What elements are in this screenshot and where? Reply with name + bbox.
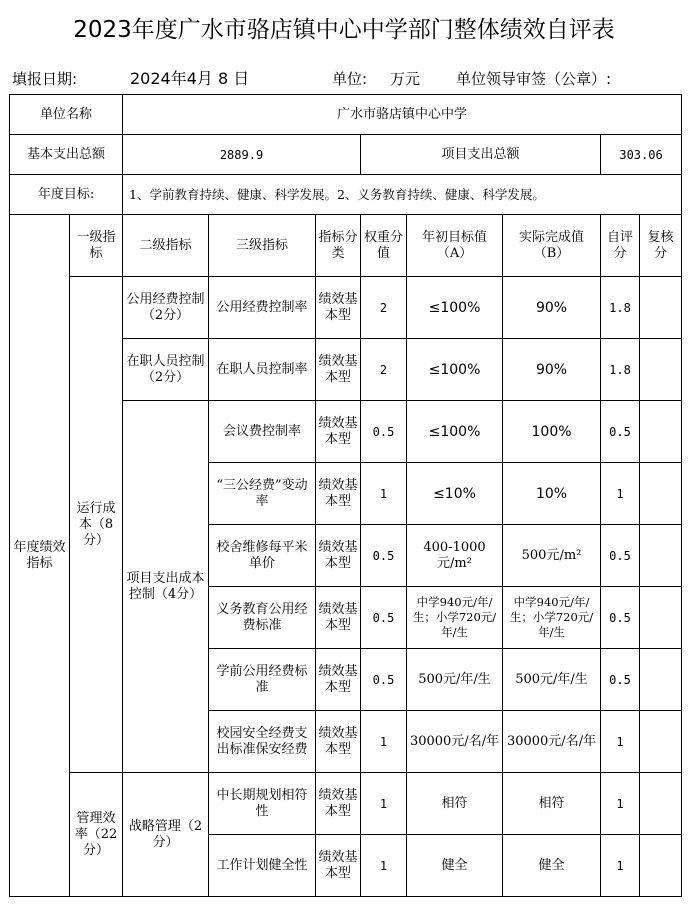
row-level3: 中长期规划相符性 [209,773,316,835]
group-staff-ctrl: 在职人员控制（2分） [123,339,209,401]
row-actual: 500元/m² [503,525,601,587]
row-actual: 相符 [503,773,601,835]
page-title: 2023年度广水市骆店镇中心中学部门整体绩效自评表 [73,17,615,43]
row-review-score [640,525,682,587]
row-category: 绩效基本型 [316,711,361,773]
row-review-score [640,835,682,897]
group-op-cost: 运行成本（8分） [70,277,123,773]
row-review-score [640,401,682,463]
row-category: 绩效基本型 [316,463,361,525]
row-level3: 在职人员控制率 [209,339,316,401]
totals-row [10,135,682,175]
row-self-score: 1.8 [601,339,640,401]
row-category: 绩效基本型 [316,587,361,649]
row-self-score: 0.5 [601,649,640,711]
row-self-score: 1.8 [601,277,640,339]
annual-goal-value: 1、学前教育持续、健康、科学发展。2、义务教育持续、健康、科学发展。 [123,175,682,215]
row-self-score: 1 [601,835,640,897]
row-category: 绩效基本型 [316,835,361,897]
row-category: 绩效基本型 [316,773,361,835]
row-target: 相符 [407,773,503,835]
unit-name-value: 广水市骆店镇中心中学 [123,95,682,135]
row-actual: 90% [503,277,601,339]
header-review-score: 复核分 [640,215,682,277]
row-review-score [640,277,682,339]
row-review-score [640,649,682,711]
row-level3: 校舍维修每平米单价 [209,525,316,587]
performance-table [9,94,682,897]
row-weight: 2 [361,339,407,401]
row-self-score: 1 [601,773,640,835]
row-category: 绩效基本型 [316,525,361,587]
row-level3: 义务教育公用经费标准 [209,587,316,649]
fill-date-value: 2024年4月 8 日 [130,69,250,88]
header-self-score: 自评分 [601,215,640,277]
header-weight: 权重分值 [361,215,407,277]
section-label: 年度绩效指标 [10,215,70,897]
table-row [10,277,682,339]
row-self-score: 1 [601,711,640,773]
row-weight: 1 [361,773,407,835]
group-mgmt-eff: 管理效率（22分） [70,773,123,897]
row-target: 健全 [407,835,503,897]
row-actual: 10% [503,463,601,525]
row-review-score [640,711,682,773]
row-actual: 500元/年/生 [503,649,601,711]
row-weight: 1 [361,835,407,897]
unit-value: 万元 [390,70,421,88]
row-target: 30000元/名/年 [407,711,503,773]
row-target: ≤100% [407,401,503,463]
project-total-label: 项目支出总额 [361,135,601,175]
row-weight: 0.5 [361,525,407,587]
row-self-score: 0.5 [601,525,640,587]
row-level3: 工作计划健全性 [209,835,316,897]
row-review-score [640,773,682,835]
project-total-value: 303.06 [601,135,682,175]
header-level3: 三级指标 [209,215,316,277]
row-category: 绩效基本型 [316,339,361,401]
row-level3: 会议费控制率 [209,401,316,463]
header-target: 年初目标值（A） [407,215,503,277]
header-row [10,215,682,277]
row-target: ≤100% [407,339,503,401]
annual-goal-label: 年度目标: [10,175,123,215]
row-self-score: 0.5 [601,401,640,463]
row-category: 绩效基本型 [316,401,361,463]
basic-total-label: 基本支出总额 [10,135,123,175]
row-review-score [640,339,682,401]
basic-total-value: 2889.9 [123,135,361,175]
row-level3: 学前公用经费标准 [209,649,316,711]
group-strategy: 战略管理（2分） [123,773,209,897]
row-actual: 90% [503,339,601,401]
header-category: 指标分类 [316,215,361,277]
row-review-score [640,463,682,525]
row-weight: 2 [361,277,407,339]
row-weight: 1 [361,463,407,525]
row-actual: 30000元/名/年 [503,711,601,773]
header-actual: 实际完成值（B） [503,215,601,277]
unit-name-label: 单位名称 [10,95,123,135]
row-target: 400-1000元/m² [407,525,503,587]
row-target: 500元/年/生 [407,649,503,711]
row-target: ≤10% [407,463,503,525]
row-target: ≤100% [407,277,503,339]
table-row [10,773,682,835]
row-actual: 100% [503,401,601,463]
row-actual: 中学940元/年/生；小学720元/年/生 [503,587,601,649]
row-category: 绩效基本型 [316,649,361,711]
row-weight: 0.5 [361,649,407,711]
row-weight: 1 [361,711,407,773]
row-target: 中学940元/年/生；小学720元/年/生 [407,587,503,649]
row-level3: “三公经费”变动率 [209,463,316,525]
approval-label: 单位领导审签（公章）: [456,70,612,88]
annual-goal-row [10,175,682,215]
row-weight: 0.5 [361,401,407,463]
row-self-score: 1 [601,463,640,525]
unit-name-row [10,95,682,135]
row-level3: 校园安全经费支出标准保安经费 [209,711,316,773]
fill-date-label: 填报日期: [12,70,78,88]
row-level3: 公用经费控制率 [209,277,316,339]
unit-label: 单位: [332,70,368,88]
row-self-score: 0.5 [601,587,640,649]
header-level1: 一级指标 [70,215,123,277]
row-review-score [640,587,682,649]
group-project-cost: 项目支出成本控制（4分） [123,401,209,773]
group-public-cost: 公用经费控制（2分） [123,277,209,339]
row-weight: 0.5 [361,587,407,649]
header-level2: 二级指标 [123,215,209,277]
row-actual: 健全 [503,835,601,897]
row-category: 绩效基本型 [316,277,361,339]
